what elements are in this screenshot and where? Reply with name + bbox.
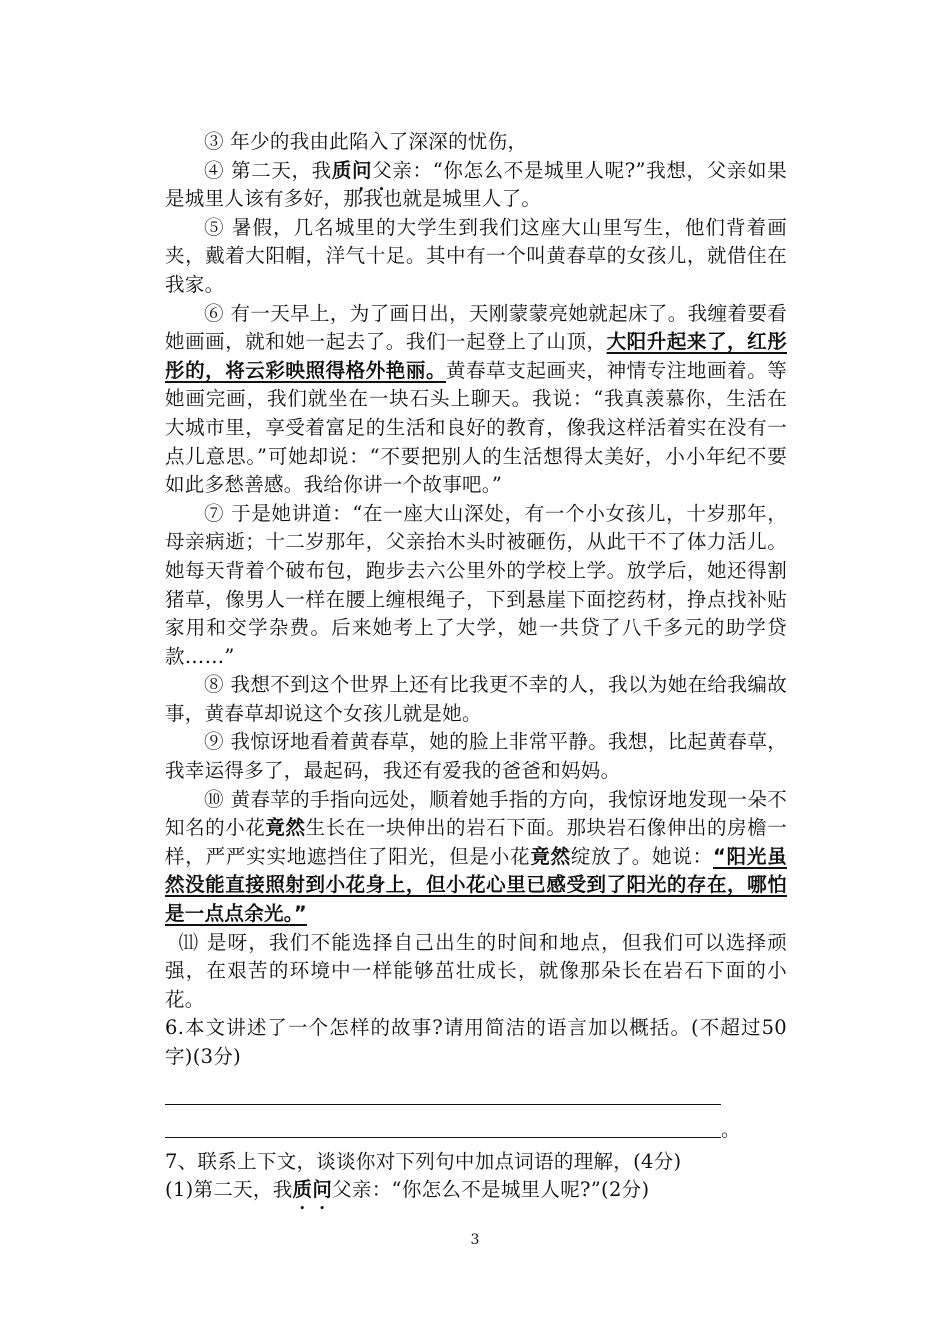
question-7-1-text: (1)第二天，我	[165, 1178, 293, 1202]
question-7-1	[165, 1176, 787, 1205]
paragraph-9: ⑨ 我惊讶地看着黄春草，她的脸上非常平静。我想，比起黄春草，我幸运得多了，最起码，我还有爱我的爸爸和妈妈。	[165, 730, 787, 783]
paragraph-4	[165, 157, 787, 214]
paragraph-3: ③ 年少的我由此陷入了深深的忧伤，	[204, 130, 528, 153]
page-number: 3	[470, 1232, 480, 1248]
paragraph-6	[165, 300, 787, 500]
paragraph-6-text: ⑥ 有一天早上，为了画日出，天刚蒙蒙亮她就起床了。我缠着要看她画画，就和她一起去了。我们一起登上了山顶，	[165, 301, 787, 354]
paragraph-4-text: ④ 第二天，我	[204, 158, 332, 182]
paragraph-4-text-rest: 父亲：“你怎么不是城里人呢?”我想，父亲如果是城里人该有多好，那我也就是城里人了。	[165, 158, 787, 211]
dotted-word-zhi-q: 质	[292, 1178, 313, 1202]
document-page	[165, 128, 787, 1205]
paragraph-11: ⑾ 是呀，我们不能选择自己出生的时间和地点，但我们可以选择顽强，在艰苦的环境中一样能够茁壮成长，就像那朵长在岩石下面的小花。	[165, 930, 787, 1011]
paragraph-10-text: ⑩ 黄春苹的手指向远处，顺着她手指的方向，我惊讶地发现一朵不知名的小花	[165, 787, 787, 840]
paragraph-10-text-end: 绽放了。她说：	[570, 844, 713, 868]
paragraph-7: ⑦ 于是她讲道：“在一座大山深处，有一个小女孩儿，十岁那年，母亲病逝；十二岁那年，父亲抬木头时被砸伤，从此干不了体力活儿。她每天背着个破布包，跑步去六公里外的学校上学。放学后，她还得割猪草，像男人一样在腰上缠根绳子，下到悬崖下面挖药材，挣点找补贴家用和交学杂费。后来她考上了大学，她一共贷了八千多元的助学贷款……”	[165, 501, 787, 668]
underlined-sentence-sunrise: 大阳升起来了，红彤彤的，将云彩映照得格外艳丽。	[165, 330, 787, 382]
dotted-word-wen-q: 问	[312, 1178, 333, 1202]
bold-word-jingran-1: 竟然	[265, 816, 306, 840]
answer-line-1[interactable]	[165, 1076, 787, 1109]
underlined-sentence-sunlight: “阳光虽然没能直接照射到小花身上，但小花心里已感受到了阳光的存在，哪怕是一点点余光。”	[165, 844, 787, 926]
question-7-1-text-rest: 父亲：“你怎么不是城里人呢?”(2分)	[332, 1178, 650, 1202]
paragraph-8: ⑧ 我想不到这个世界上还有比我更不幸的人，我以为她在给我编故事，黄春草却说这个女孩儿就是她。	[165, 673, 787, 725]
paragraph-6-text-rest: 黄春草支起画夹，神情专注地画着。等她画完画，我们就坐在一块石头上聊天。我说：“我真羡慕你，生活在大城市里，享受着富足的生活和良好的教育，像我这样活着实在没有一点儿意思。”可她却说：“不要把别人的生活想得太美好，小小年纪不要如此多愁善感。我给你讲一个故事吧。”	[165, 358, 787, 497]
bold-word-jingran-2: 竟然	[530, 844, 571, 868]
question-7: 7、联系上下文，谈谈你对下列句中加点词语的理解，(4分)	[165, 1149, 682, 1173]
answer-period: 。	[721, 1118, 741, 1141]
paragraph-10-text-mid: 生长在一块伸出的岩石下面。那块岩石像伸出的房檐一样，严严实实地遮挡住了阳光，但是小花	[165, 816, 787, 868]
question-6: 6.本文讲述了一个怎样的故事?请用简洁的语言加以概括。(不超过50字)(3分)	[165, 1016, 787, 1068]
answer-line-2[interactable]	[165, 1109, 787, 1142]
dotted-word-zhi: 质	[331, 158, 353, 182]
dotted-word-wen: 问	[352, 158, 373, 182]
paragraph-10	[165, 786, 787, 929]
paragraph-5: ⑤ 暑假，几名城里的大学生到我们这座大山里写生，他们背着画夹，戴着大阳帽，洋气十足。其中有一个叫黄春草的女孩儿，就借住在我家。	[165, 215, 787, 296]
